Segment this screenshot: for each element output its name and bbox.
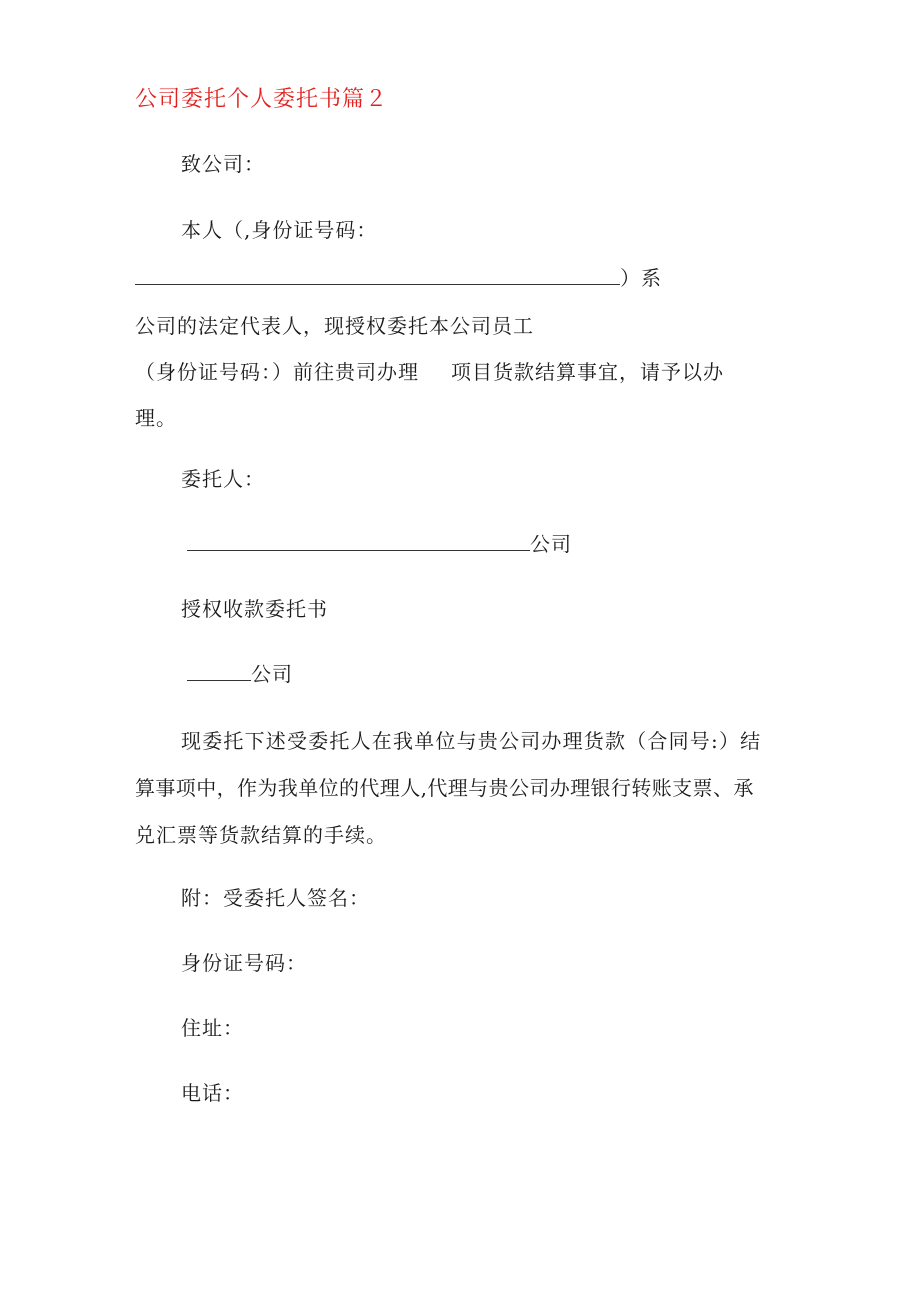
section-2-company-line (187, 662, 293, 686)
intro-line-1: 本人（,身份证号码： (181, 218, 378, 242)
attachment-signature-label: 附：受委托人签名： (181, 886, 370, 910)
representative-name-blank (135, 266, 620, 285)
addressee: 致公司： (181, 152, 265, 176)
principal-company-line (187, 532, 572, 556)
intro-line-5: 理。 (135, 406, 177, 430)
intro-line-3: 公司的法定代表人，现授权委托本公司员工 (135, 314, 534, 338)
principal-company-suffix: 公司 (530, 532, 572, 556)
section-2-company-blank (187, 662, 251, 681)
body-line-1: 现委托下述受委托人在我单位与贵公司办理货款（合同号:）结 (181, 729, 762, 753)
intro-line-4-part-1: （身份证号码：）前往贵司办理 (135, 360, 419, 384)
intro-line-4 (135, 360, 724, 384)
principal-label: 委托人： (181, 467, 265, 491)
document-title: 公司委托个人委托书篇２ (135, 87, 389, 112)
principal-company-blank (187, 532, 530, 551)
intro-line-4-part-2: 项目货款结算事宜，请予以办 (451, 360, 724, 384)
intro-line-2 (135, 266, 662, 290)
body-line-3: 兑汇票等货款结算的手续。 (135, 823, 387, 847)
intro-line-2-suffix: ）系 (620, 266, 662, 290)
id-number-label: 身份证号码： (181, 951, 307, 975)
section-2-title: 授权收款委托书 (181, 597, 328, 621)
body-line-2: 算事项中，作为我单位的代理人,代理与贵公司办理银行转账支票、承 (135, 776, 754, 800)
address-label: 住址： (181, 1016, 244, 1040)
phone-label: 电话： (181, 1081, 244, 1105)
section-2-company-suffix: 公司 (251, 662, 293, 686)
